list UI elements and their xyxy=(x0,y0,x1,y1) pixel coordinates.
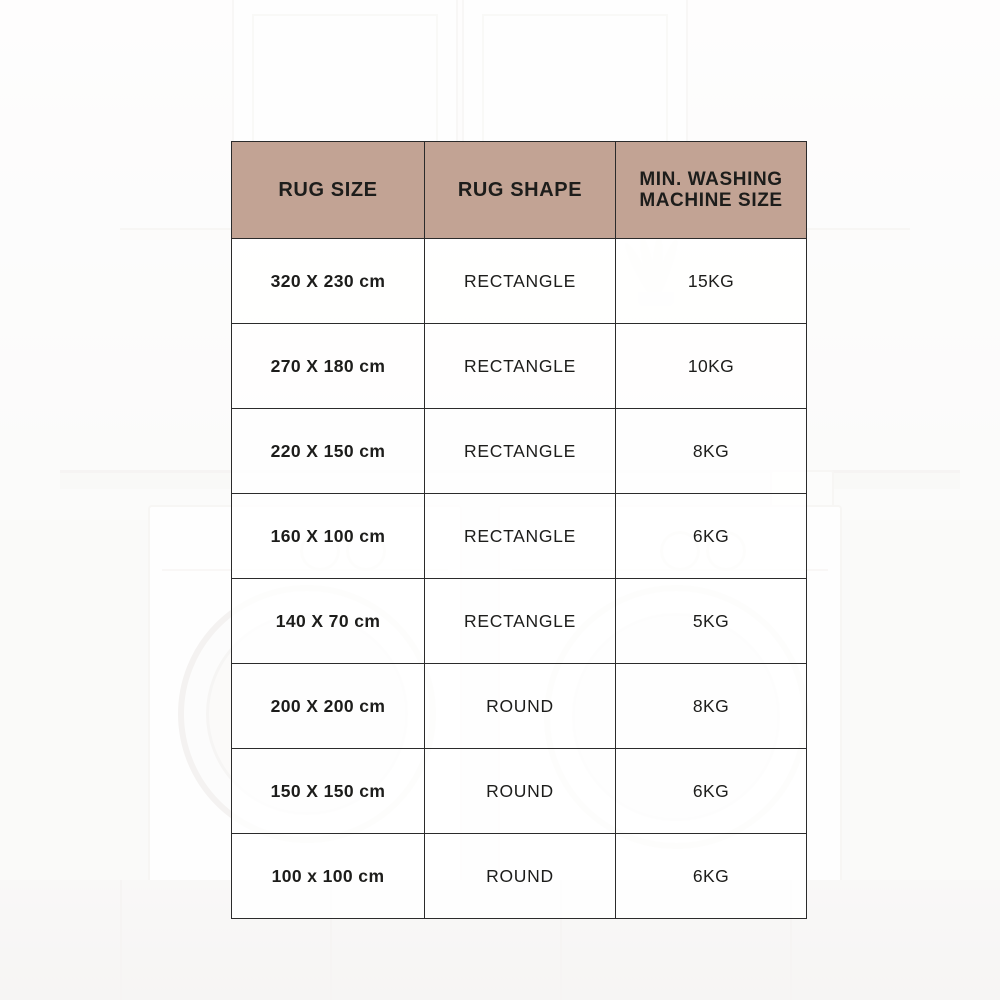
cell-machine-size: 6KG xyxy=(616,749,807,834)
cell-rug-shape: RECTANGLE xyxy=(425,324,616,409)
cell-machine-size: 6KG xyxy=(616,494,807,579)
cell-machine-size: 8KG xyxy=(616,664,807,749)
cell-rug-size: 200 X 200 cm xyxy=(232,664,425,749)
column-header-rug-shape: RUG SHAPE xyxy=(425,142,616,239)
cell-machine-size: 6KG xyxy=(616,834,807,919)
cell-rug-shape: ROUND xyxy=(425,834,616,919)
rug-size-chart xyxy=(231,141,783,919)
column-header-rug-size: RUG SIZE xyxy=(232,142,425,239)
cell-rug-size: 320 X 230 cm xyxy=(232,239,425,324)
cell-rug-size: 220 X 150 cm xyxy=(232,409,425,494)
cell-rug-shape: RECTANGLE xyxy=(425,494,616,579)
table-row xyxy=(232,409,807,494)
table-row xyxy=(232,239,807,324)
cell-rug-shape: ROUND xyxy=(425,664,616,749)
table-header xyxy=(232,142,807,239)
table-row xyxy=(232,494,807,579)
table-row xyxy=(232,749,807,834)
cell-rug-size: 100 x 100 cm xyxy=(232,834,425,919)
column-header-machine-size: MIN. WASHING MACHINE SIZE xyxy=(616,142,807,239)
cell-rug-shape: RECTANGLE xyxy=(425,409,616,494)
size-table xyxy=(231,141,807,919)
cell-machine-size: 5KG xyxy=(616,579,807,664)
table-row xyxy=(232,324,807,409)
table-header-row xyxy=(232,142,807,239)
cell-rug-size: 160 X 100 cm xyxy=(232,494,425,579)
cell-rug-shape: ROUND xyxy=(425,749,616,834)
cell-rug-size: 270 X 180 cm xyxy=(232,324,425,409)
cell-rug-size: 150 X 150 cm xyxy=(232,749,425,834)
table-row xyxy=(232,664,807,749)
table-body xyxy=(232,239,807,919)
table-row xyxy=(232,579,807,664)
table-row xyxy=(232,834,807,919)
cell-rug-size: 140 X 70 cm xyxy=(232,579,425,664)
cell-machine-size: 15KG xyxy=(616,239,807,324)
cell-machine-size: 10KG xyxy=(616,324,807,409)
cell-rug-shape: RECTANGLE xyxy=(425,239,616,324)
cell-rug-shape: RECTANGLE xyxy=(425,579,616,664)
cell-machine-size: 8KG xyxy=(616,409,807,494)
